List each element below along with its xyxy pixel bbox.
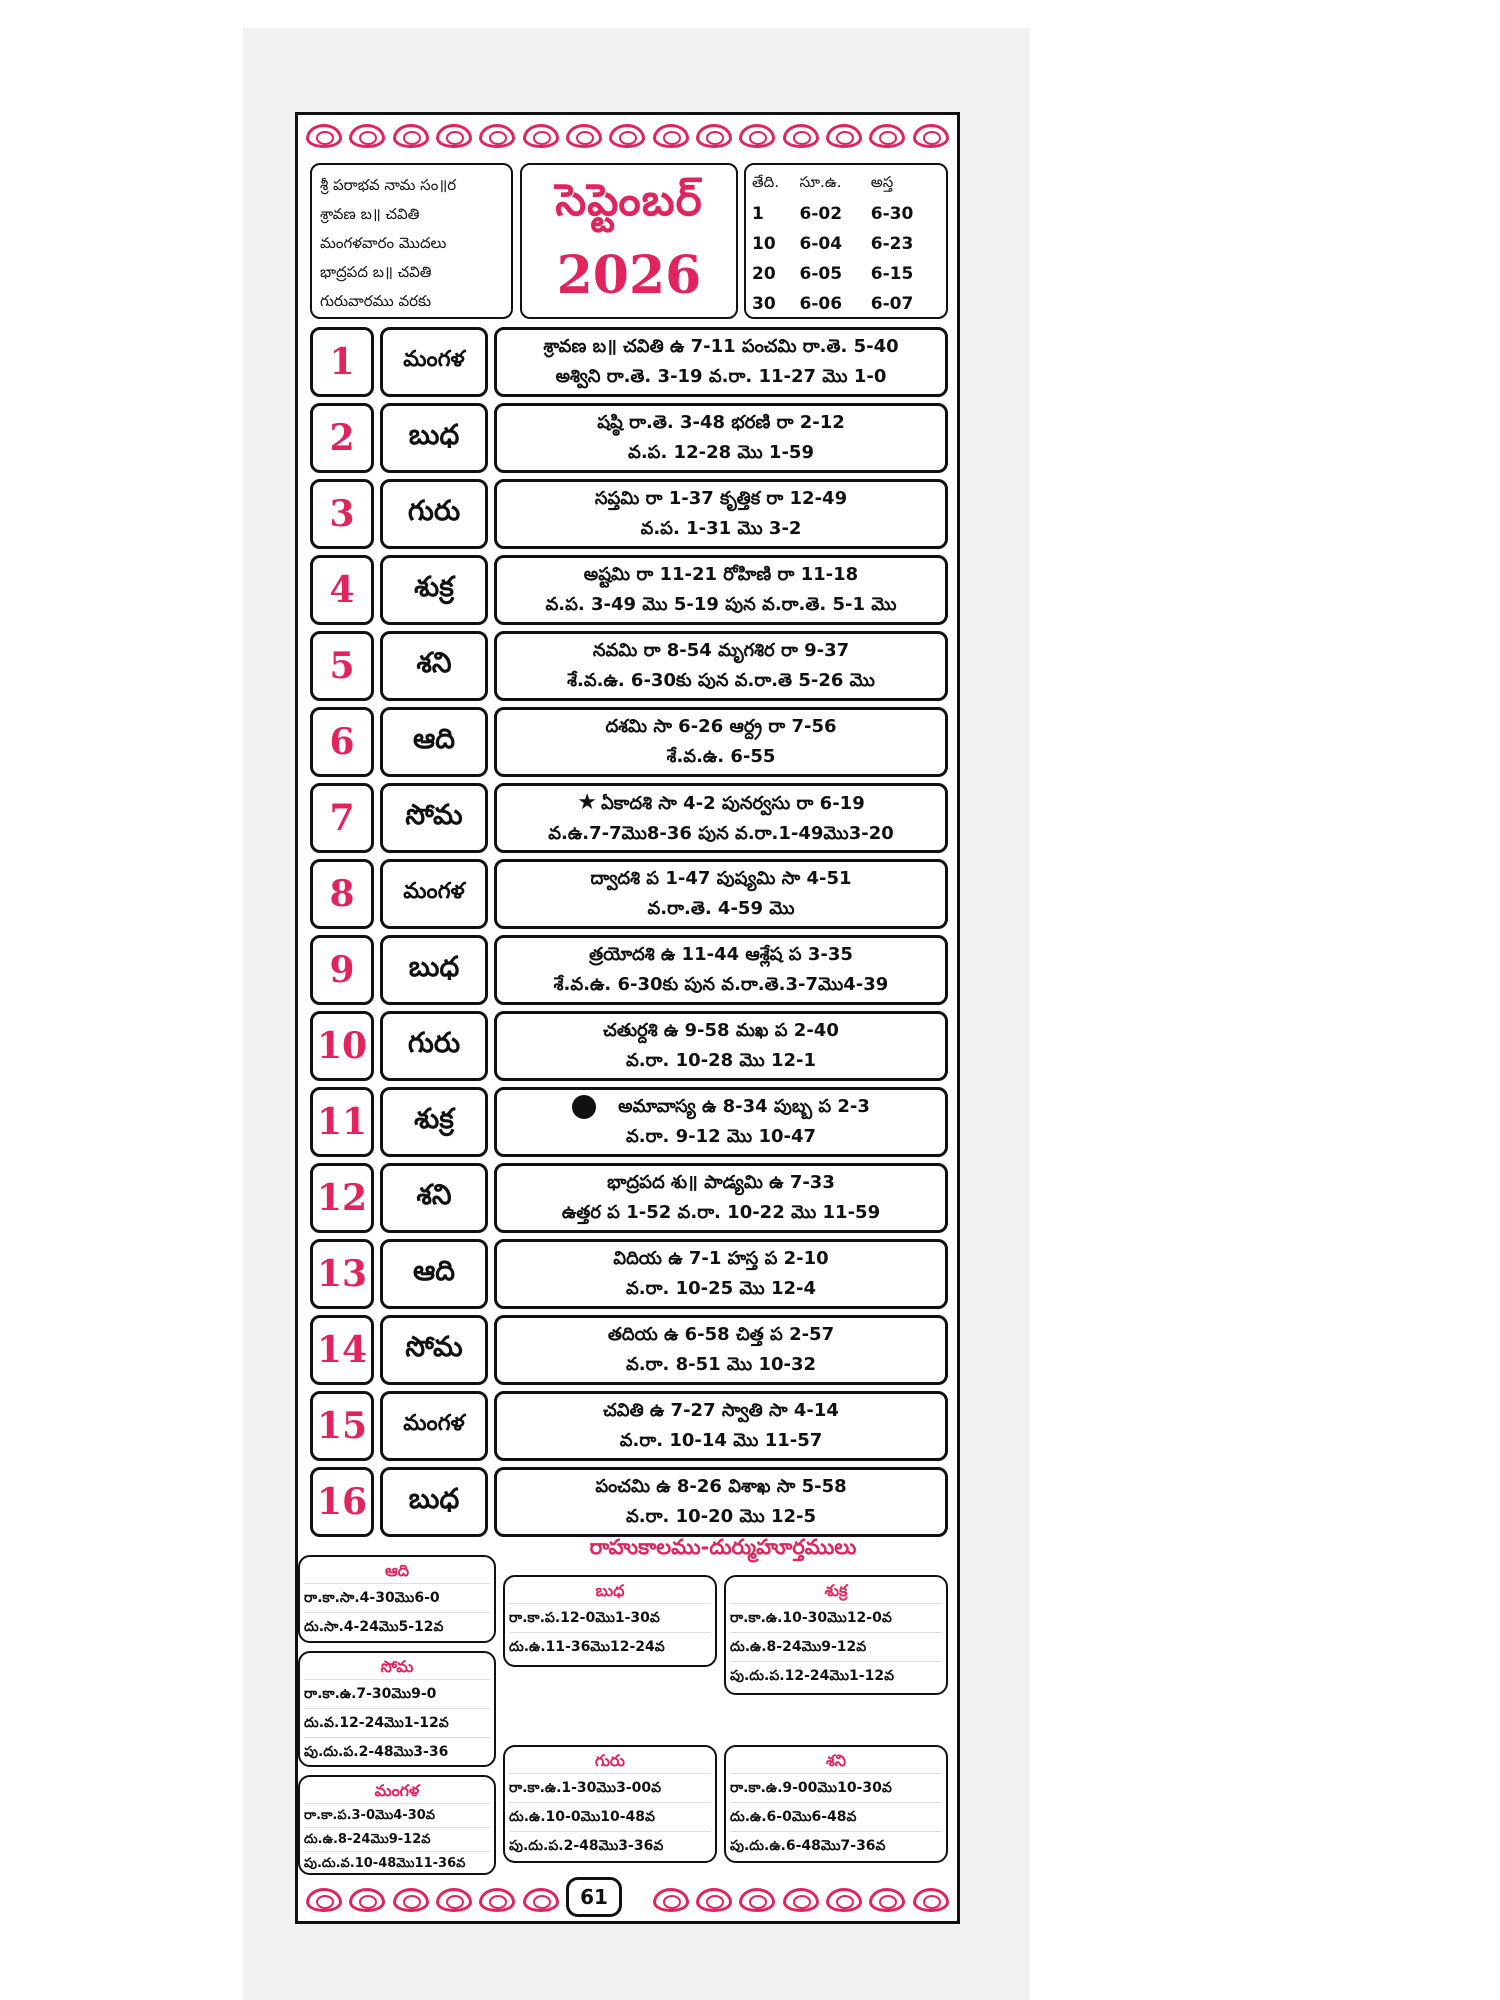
sun-cell: 1 [752, 204, 764, 224]
weekday: శని [380, 631, 488, 701]
panchang-line: వ.రా. 10-28 మొ 12-1 [625, 1050, 817, 1071]
date-number: 11 [310, 1087, 374, 1157]
panchang-line: విదియ ఉ 7-1 హస్త ప 2-10 [613, 1248, 829, 1269]
date-number: 14 [310, 1315, 374, 1385]
rahukalam-day: శుక్ర [824, 1581, 848, 1600]
rahukalam-line: రా.కా.ప.12-0మొ1-30వ [509, 1603, 711, 1632]
rahukalam-line: దు.ఉ.6-0మొ6-48వ [730, 1802, 942, 1831]
day-row [310, 707, 948, 777]
panchang-line: చవితి ఉ 7-27 స్వాతి సా 4-14 [603, 1400, 839, 1421]
weekday: బుధ [380, 935, 488, 1005]
sun-cell: 6-04 [799, 234, 843, 254]
rahukalam-mangala [298, 1775, 496, 1875]
knot-ornament-icon [566, 124, 602, 148]
date-number: 3 [310, 479, 374, 549]
panchang-info [494, 1315, 948, 1385]
weekday: ఆది [380, 707, 488, 777]
knot-ornament-icon [436, 124, 472, 148]
rahukalam-aadi [298, 1555, 496, 1643]
panchang-info [494, 327, 948, 397]
knot-ornament-icon [523, 1888, 559, 1912]
rahukalam-day: సోమ [380, 1657, 414, 1676]
panchang-text: అమావాస్య ఉ 8-34 పుబ్బ ప 2-3 [618, 1096, 870, 1117]
rahukalam-line: పు.దు.ప.2-48మొ3-36వ [509, 1831, 711, 1860]
panchang-line: శ్రావణ బ॥ చవితి ఉ 7-11 పంచమి రా.తె. 5-40 [543, 336, 899, 357]
day-row [310, 935, 948, 1005]
date-number: 6 [310, 707, 374, 777]
page-number: 61 [566, 1877, 622, 1917]
panchang-info [494, 935, 948, 1005]
day-row [310, 1239, 948, 1309]
panchang-line: ద్వాదశి ప 1-47 పుష్యమి సా 4-51 [590, 868, 852, 889]
panchang-line: సప్తమి రా 1-37 కృత్తిక రా 12-49 [594, 488, 848, 509]
weekday: మంగళ [380, 1391, 488, 1461]
sun-cell: 10 [752, 234, 776, 254]
panchang-info [494, 479, 948, 549]
panchang-line: తదియ ఉ 6-58 చిత్త ప 2-57 [607, 1324, 835, 1345]
knot-ornament-icon [393, 1888, 429, 1912]
panchang-info [494, 859, 948, 929]
rahukalam-line: దు.ఉ.8-24మొ9-12వ [304, 1827, 490, 1851]
sun-header-cell: తేది. [752, 173, 780, 191]
day-row [310, 1315, 948, 1385]
panchang-line: దశమి సా 6-26 ఆర్ద్ర రా 7-56 [605, 716, 837, 737]
date-number: 7 [310, 783, 374, 853]
panchang-line [577, 788, 864, 819]
panchang-line: వ.ప. 1-31 మొ 3-2 [640, 518, 802, 539]
sun-header-cell: సూ.ఉ. [799, 173, 842, 191]
sun-cell: 6-15 [870, 264, 914, 284]
rahukalam-line: పు.దు.వ.10-48మొ11-36వ [304, 1851, 490, 1875]
panchang-info [494, 1087, 948, 1157]
sun-cell: 6-06 [799, 294, 843, 314]
knot-ornament-icon [306, 124, 342, 148]
rahukalam-soma [298, 1651, 496, 1767]
month-year-title [520, 163, 738, 319]
panchang-line: అష్టమి రా 11-21 రోహిణి రా 11-18 [583, 564, 859, 585]
sun-table-row [752, 199, 940, 229]
sun-cell: 6-05 [799, 264, 843, 284]
panchang-info [494, 631, 948, 701]
sun-table-row [752, 289, 940, 319]
sun-table-row [752, 229, 940, 259]
rahukalam-shukra [724, 1575, 948, 1695]
date-number: 12 [310, 1163, 374, 1233]
knot-ornament-icon [306, 1888, 342, 1912]
star-icon: ★ [577, 789, 597, 815]
weekday: బుధ [380, 1467, 488, 1537]
weekday: సోమ [380, 1315, 488, 1385]
knot-ornament-icon [653, 124, 689, 148]
new-moon-icon [572, 1095, 596, 1119]
panchang-line: పంచమి ఉ 8-26 విశాఖ సా 5-58 [595, 1476, 847, 1497]
knot-ornament-icon [783, 124, 819, 148]
panchang-info [494, 783, 948, 853]
panchang-line: వ.రా. 8-51 మొ 10-32 [625, 1354, 817, 1375]
day-row [310, 1087, 948, 1157]
date-number: 16 [310, 1467, 374, 1537]
knot-ornament-icon [783, 1888, 819, 1912]
date-number: 5 [310, 631, 374, 701]
rahukalam-line: పు.దు.ప.12-24మొ1-12వ [730, 1661, 942, 1690]
knot-ornament-icon [869, 1888, 905, 1912]
rahukalam-line: రా.కా.ఉ.1-30మొ3-00వ [509, 1773, 711, 1802]
weekday: ఆది [380, 1239, 488, 1309]
day-row [310, 1467, 948, 1537]
panchang-line: వ.రా. 10-20 మొ 12-5 [625, 1506, 817, 1527]
weekday: శుక్ర [380, 555, 488, 625]
day-row [310, 631, 948, 701]
year: 2026 [556, 245, 702, 306]
panchang-line: వ.ప. 12-28 మొ 1-59 [628, 442, 814, 463]
weekday: మంగళ [380, 327, 488, 397]
day-row [310, 1011, 948, 1081]
panchang-line [572, 1092, 870, 1122]
panchang-line: శే.వ.ఉ. 6-55 [666, 746, 776, 767]
knot-ornament-icon [739, 1888, 775, 1912]
knot-ornament-icon [869, 124, 905, 148]
rahukalam-line: దు.సా.4-24మొ5-12వ [304, 1612, 490, 1641]
date-number: 1 [310, 327, 374, 397]
panchang-line: త్రయోదశి ఉ 11-44 ఆశ్లేష ప 3-35 [589, 944, 853, 965]
knot-ornament-icon [479, 124, 515, 148]
rahukalam-title: రాహుకాలము-దుర్ముహూర్తములు [589, 1535, 857, 1559]
knot-ornament-icon [696, 124, 732, 148]
panchang-info [494, 707, 948, 777]
panchang-line: ఉత్తర ప 1-52 వ.రా. 10-22 మొ 11-59 [561, 1202, 881, 1223]
day-row [310, 403, 948, 473]
sun-table-header [752, 169, 940, 199]
panchang-line: భాద్రపద శు॥ పాడ్యమి ఉ 7-33 [607, 1172, 835, 1193]
samvatsara-info [310, 163, 513, 319]
panchang-info [494, 1467, 948, 1537]
knot-ornament-icon [436, 1888, 472, 1912]
knot-ornament-icon [479, 1888, 515, 1912]
rahukalam-day: ఆది [384, 1561, 410, 1580]
header-line: భాద్రపద బ॥ చవితి [320, 263, 432, 281]
sun-cell: 30 [752, 294, 776, 314]
header-line: మంగళవారం మొదలు [320, 234, 447, 252]
date-number: 2 [310, 403, 374, 473]
knot-ornament-icon [913, 124, 949, 148]
knot-ornament-icon [349, 1888, 385, 1912]
panchang-info [494, 403, 948, 473]
header-line: శ్రీ పరాభవ నామ సం॥ర [320, 176, 457, 194]
panchang-line: నవమి రా 8-54 మృగశిర రా 9-37 [592, 640, 850, 661]
panchang-line: వ.ప. 3-49 మొ 5-19 పున వ.రా.తె. 5-1 మొ [545, 594, 897, 615]
weekday: శని [380, 1163, 488, 1233]
weekday: బుధ [380, 403, 488, 473]
date-number: 8 [310, 859, 374, 929]
rahukalam-line: రా.కా.ఉ.7-30మొ9-0 [304, 1679, 490, 1708]
rahukalam-line: దు.ఉ.10-0మొ10-48వ [509, 1802, 711, 1831]
header-line: శ్రావణ బ॥ చవితి [320, 205, 420, 223]
rahukalam-line: దు.ఉ.8-24మొ9-12వ [730, 1632, 942, 1661]
date-number: 13 [310, 1239, 374, 1309]
sun-cell: 6-02 [799, 204, 843, 224]
decorative-border-bottom [306, 1885, 949, 1915]
knot-ornament-icon [913, 1888, 949, 1912]
day-row [310, 783, 948, 853]
weekday: శుక్ర [380, 1087, 488, 1157]
decorative-border-top [306, 121, 949, 151]
rahukalam-day: బుధ [595, 1581, 625, 1600]
knot-ornament-icon [523, 124, 559, 148]
rahukalam-line: రా.కా.ప.3-0మొ4-30వ [304, 1803, 490, 1827]
sunrise-sunset-table [744, 163, 948, 319]
panchang-line: వ.రా.తె. 4-59 మొ [647, 898, 795, 919]
date-number: 10 [310, 1011, 374, 1081]
sun-cell: 6-30 [870, 204, 914, 224]
panchang-line: శే.వ.ఉ. 6-30కు పున వ.రా.తె.3-7మొ4-39 [553, 974, 889, 995]
panchang-line: వ.ఉ.7-7మొ8-36 పున వ.రా.1-49మొ3-20 [548, 822, 894, 844]
knot-ornament-icon [696, 1888, 732, 1912]
weekday: గురు [380, 479, 488, 549]
panchang-info [494, 1391, 948, 1461]
day-row [310, 1163, 948, 1233]
panchang-info [494, 555, 948, 625]
knot-ornament-icon [826, 124, 862, 148]
date-number: 9 [310, 935, 374, 1005]
panchang-line: చతుర్దశి ఉ 9-58 మఖ ప 2-40 [603, 1020, 839, 1041]
panchang-info [494, 1011, 948, 1081]
calendar-frame [295, 112, 960, 1924]
rahukalam-line: పు.దు.ప.2-48మొ3-36 [304, 1737, 490, 1766]
panchang-text: ఏకాదశి సా 4-2 పునర్వసు రా 6-19 [601, 792, 865, 814]
day-row [310, 555, 948, 625]
panchang-line: వ.రా. 10-25 మొ 12-4 [625, 1278, 817, 1299]
panchang-info [494, 1239, 948, 1309]
panchang-line: శే.వ.ఉ. 6-30కు పున వ.రా.తె 5-26 మొ [567, 670, 875, 691]
panchang-line: షష్ఠి రా.తె. 3-48 భరణి రా 2-12 [597, 412, 845, 433]
rahukalam-shani [724, 1745, 948, 1863]
knot-ornament-icon [739, 124, 775, 148]
month-name: సెప్టెంబర్ [555, 175, 703, 226]
rahukalam-line: రా.కా.ఉ.10-30మొ12-0వ [730, 1603, 942, 1632]
knot-ornament-icon [653, 1888, 689, 1912]
rahukalam-guru [503, 1745, 717, 1863]
rahukalam-day: శని [825, 1751, 847, 1770]
date-number: 15 [310, 1391, 374, 1461]
sun-table-row [752, 259, 940, 289]
knot-ornament-icon [349, 124, 385, 148]
panchang-info [494, 1163, 948, 1233]
knot-ornament-icon [393, 124, 429, 148]
sun-header-cell: అస్త [870, 173, 894, 191]
rahukalam-day: మంగళ [374, 1781, 420, 1800]
panchang-line: అశ్విని రా.తె. 3-19 వ.రా. 11-27 మొ 1-0 [555, 366, 887, 387]
panchang-line: వ.రా. 10-14 మొ 11-57 [619, 1430, 823, 1451]
weekday: మంగళ [380, 859, 488, 929]
rahukalam-line: రా.కా.ఉ.9-00మొ10-30వ [730, 1773, 942, 1802]
rahukalam-line: రా.కా.సా.4-30మొ6-0 [304, 1583, 490, 1612]
rahukalam-line: పు.దు.ఉ.6-48మొ7-36వ [730, 1831, 942, 1860]
day-row [310, 327, 948, 397]
rahukalam-line: దు.ఉ.11-36మొ12-24వ [509, 1632, 711, 1661]
panchang-line: వ.రా. 9-12 మొ 10-47 [625, 1126, 817, 1147]
rahukalam-budha [503, 1575, 717, 1667]
knot-ornament-icon [609, 124, 645, 148]
header-line: గురువారము వరకు [320, 292, 432, 310]
day-row [310, 479, 948, 549]
day-row [310, 1391, 948, 1461]
weekday: గురు [380, 1011, 488, 1081]
day-row [310, 859, 948, 929]
sun-cell: 20 [752, 264, 776, 284]
rahukalam-day: గురు [595, 1751, 625, 1770]
weekday: సోమ [380, 783, 488, 853]
sun-cell: 6-07 [870, 294, 914, 314]
rahukalam-line: దు.వ.12-24మొ1-12వ [304, 1708, 490, 1737]
sun-cell: 6-23 [870, 234, 914, 254]
knot-ornament-icon [826, 1888, 862, 1912]
date-number: 4 [310, 555, 374, 625]
